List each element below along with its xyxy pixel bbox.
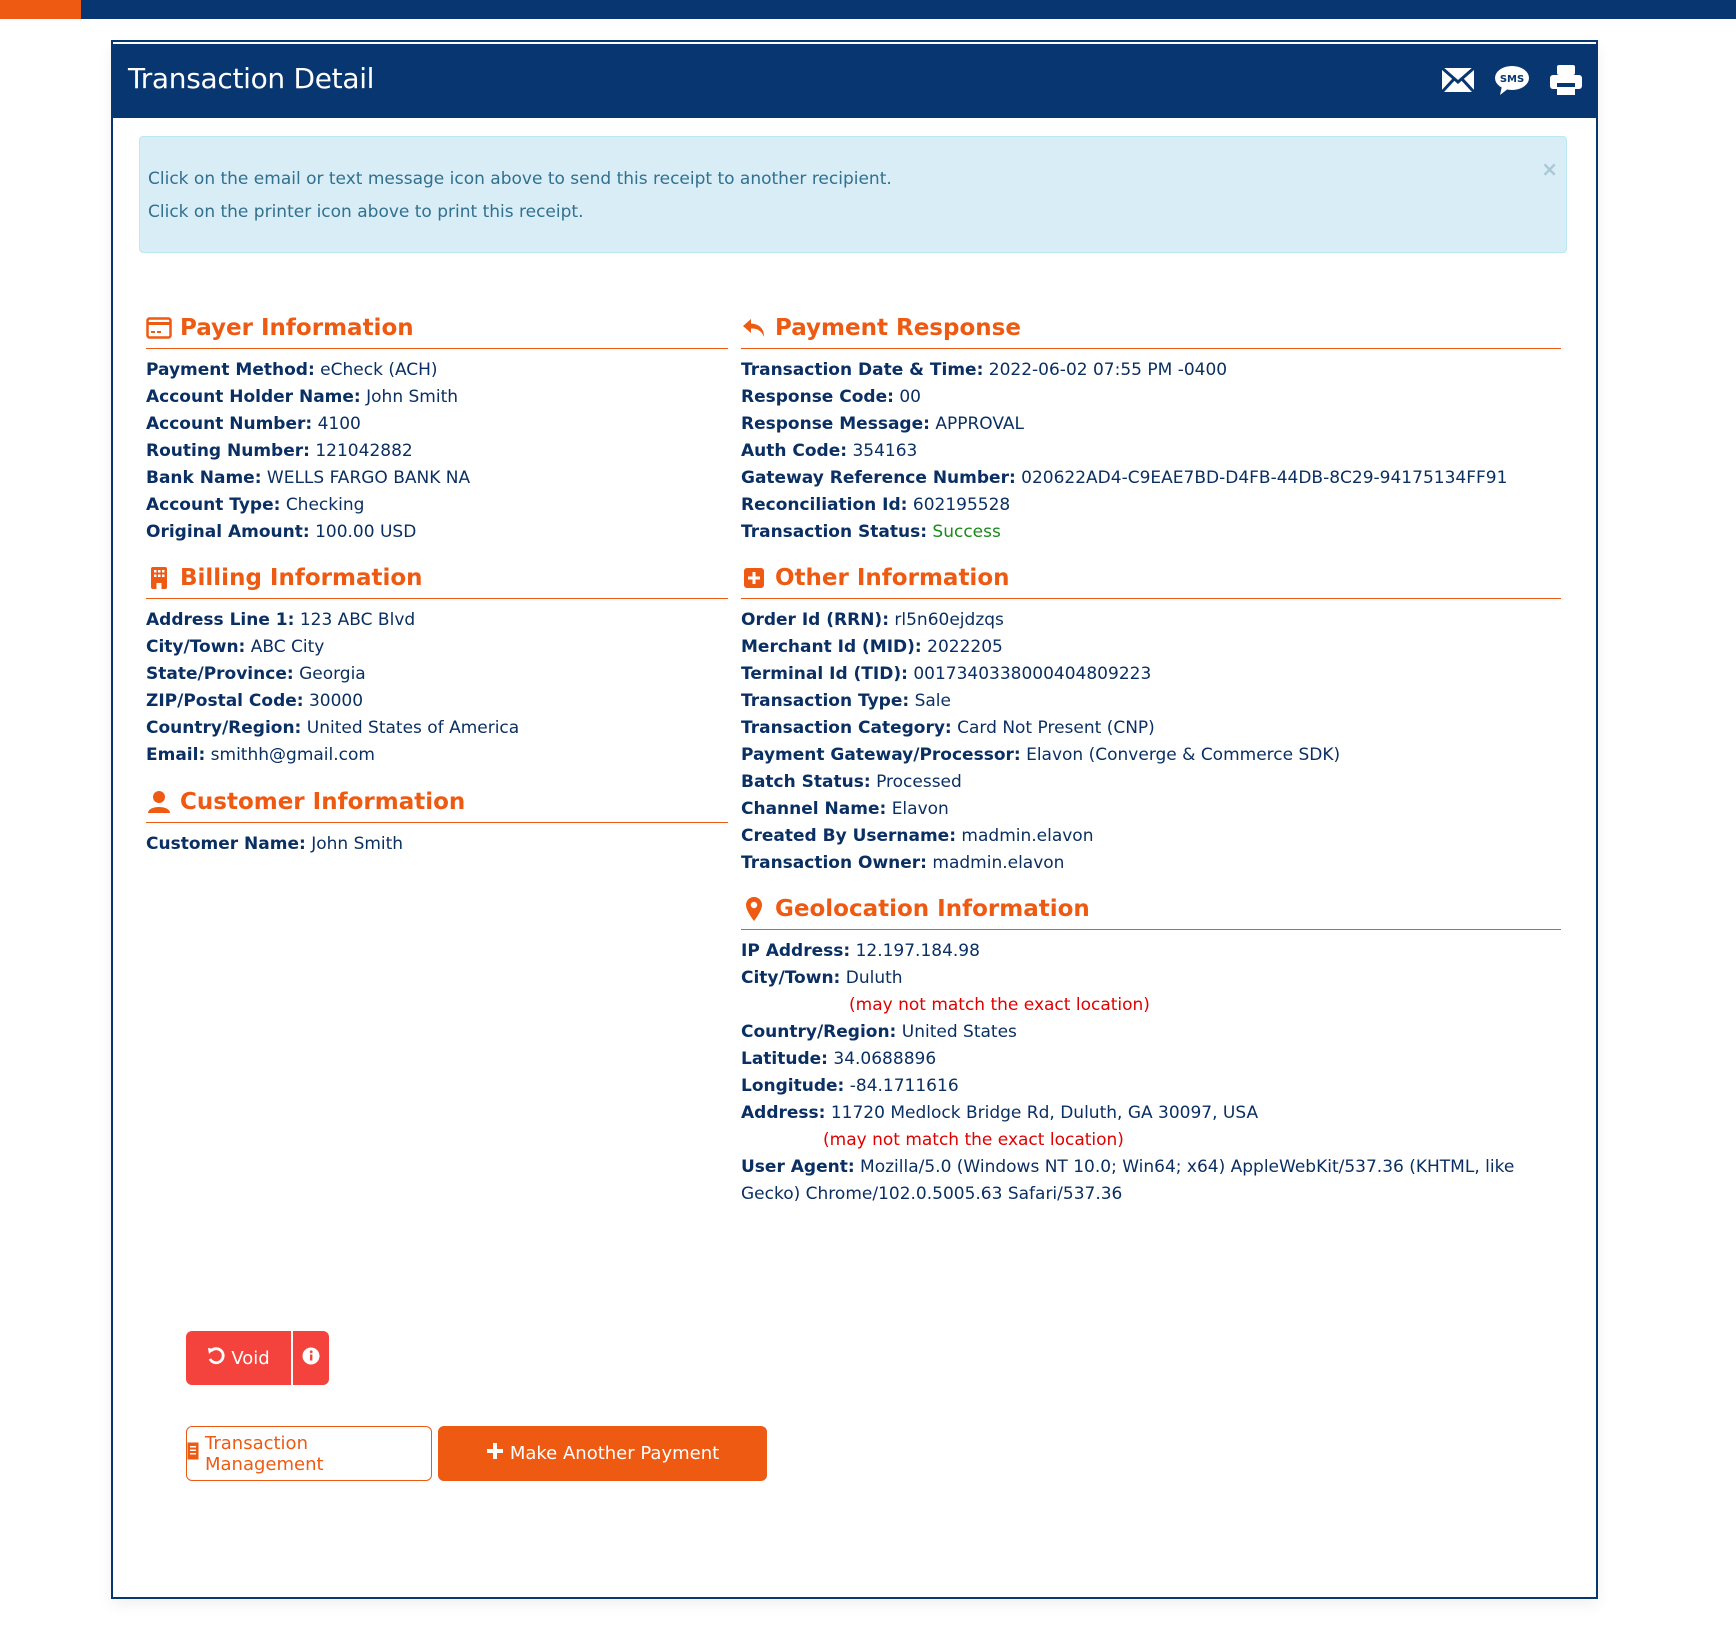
panel-header	[113, 44, 1596, 118]
map-marker-icon	[741, 896, 767, 922]
top-bar	[0, 0, 1736, 19]
geo-row	[741, 1100, 1561, 1127]
geo-row	[741, 938, 1561, 965]
row-value: United States	[901, 1022, 1017, 1042]
user-icon	[146, 789, 172, 815]
other-row	[741, 850, 1561, 877]
row-label: Payment Method:	[146, 360, 315, 380]
row-value: Sale	[914, 691, 951, 711]
geolocation-information-section	[741, 893, 1561, 1208]
building-icon	[146, 565, 172, 591]
billing-information-title: Billing Information	[180, 565, 423, 591]
row-value: Elavon (Converge & Commerce SDK)	[1026, 745, 1341, 765]
row-label: Gateway Reference Number:	[741, 468, 1016, 488]
email-icon[interactable]	[1440, 62, 1476, 98]
row-value: 121042882	[315, 441, 413, 461]
payer-row	[146, 384, 728, 411]
row-label: City/Town:	[741, 968, 841, 988]
customer-row	[146, 831, 728, 858]
other-information-title: Other Information	[775, 565, 1010, 591]
row-value: 354163	[852, 441, 918, 461]
geolocation-information-title: Geolocation Information	[775, 896, 1090, 922]
row-value: 11720 Medlock Bridge Rd, Duluth, GA 30097, USA	[830, 1103, 1259, 1123]
response-row	[741, 492, 1561, 519]
top-bar-accent	[0, 0, 81, 19]
row-value: rl5n60ejdzqs	[894, 610, 1004, 630]
row-value: 602195528	[912, 495, 1011, 515]
status-badge: Success	[932, 522, 1001, 542]
payer-information-title: Payer Information	[180, 315, 414, 341]
row-value: 020622AD4-C9EAE7BD-D4FB-44DB-8C29-94175134FF91	[1021, 468, 1508, 488]
row-value: Checking	[285, 495, 365, 515]
other-information-section	[741, 562, 1561, 877]
customer-information-section	[146, 786, 728, 858]
plus-square-icon	[741, 565, 767, 591]
billing-row	[146, 715, 728, 742]
other-information-heading	[741, 562, 1561, 599]
row-value: 30000	[308, 691, 364, 711]
receipt-icon	[187, 1442, 199, 1465]
row-label: Terminal Id (TID):	[741, 664, 908, 684]
geo-row	[741, 965, 1561, 992]
response-row	[741, 357, 1561, 384]
row-value: madmin.elavon	[932, 853, 1065, 873]
row-value: Georgia	[299, 664, 366, 684]
row-value: 4100	[317, 414, 361, 434]
transaction-management-label: Transaction Management	[205, 1432, 324, 1475]
billing-row	[146, 634, 728, 661]
payer-row	[146, 492, 728, 519]
plus-icon	[486, 1442, 504, 1465]
row-label: IP Address:	[741, 941, 851, 961]
row-label: Merchant Id (MID):	[741, 637, 922, 657]
row-label: Account Type:	[146, 495, 281, 515]
row-value: WELLS FARGO BANK NA	[266, 468, 471, 488]
row-value: 12.197.184.98	[855, 941, 980, 961]
row-value: Elavon	[891, 799, 949, 819]
geolocation-information-heading	[741, 893, 1561, 930]
billing-row	[146, 661, 728, 688]
billing-row	[146, 688, 728, 715]
row-value: 0017340338000404809223	[913, 664, 1152, 684]
other-row	[741, 634, 1561, 661]
row-value: 34.0688896	[833, 1049, 937, 1069]
row-value: madmin.elavon	[961, 826, 1094, 846]
billing-information-section	[146, 562, 728, 769]
page-title: Transaction Detail	[128, 62, 375, 95]
geo-row	[741, 1154, 1521, 1208]
row-value: 00	[899, 387, 921, 407]
other-row	[741, 823, 1561, 850]
row-label: Batch Status:	[741, 772, 871, 792]
void-button[interactable]	[186, 1331, 291, 1385]
row-label: State/Province:	[146, 664, 294, 684]
other-row	[741, 607, 1561, 634]
row-value: 123 ABC Blvd	[299, 610, 416, 630]
response-row	[741, 519, 1561, 546]
billing-row	[146, 607, 728, 634]
geo-row	[741, 1019, 1561, 1046]
payer-row	[146, 438, 728, 465]
row-value: 2022205	[927, 637, 1003, 657]
void-info-button[interactable]	[292, 1331, 329, 1385]
payer-row	[146, 357, 728, 384]
row-label: Address:	[741, 1103, 826, 1123]
customer-information-title: Customer Information	[180, 789, 466, 815]
row-label: Reconciliation Id:	[741, 495, 908, 515]
row-value: -84.1711616	[849, 1076, 959, 1096]
other-row	[741, 742, 1561, 769]
other-row	[741, 688, 1561, 715]
city-disclaimer: (may not match the exact location)	[849, 995, 1150, 1015]
row-label: Transaction Owner:	[741, 853, 927, 873]
row-label: User Agent:	[741, 1157, 855, 1177]
response-row	[741, 411, 1561, 438]
row-label: Routing Number:	[146, 441, 310, 461]
response-row	[741, 465, 1561, 492]
row-label: Order Id (RRN):	[741, 610, 889, 630]
billing-information-heading	[146, 562, 728, 599]
void-label: Void	[231, 1347, 270, 1369]
make-another-payment-button[interactable]	[438, 1426, 767, 1481]
payer-information-section	[146, 312, 728, 546]
row-label: Email:	[146, 745, 206, 765]
row-label: Response Message:	[741, 414, 930, 434]
other-row	[741, 715, 1561, 742]
row-label: Payment Gateway/Processor:	[741, 745, 1021, 765]
row-label: Customer Name:	[146, 834, 306, 854]
row-value: Processed	[876, 772, 962, 792]
row-label: Transaction Type:	[741, 691, 910, 711]
row-label: City/Town:	[146, 637, 246, 657]
row-label: Transaction Date & Time:	[741, 360, 984, 380]
row-label: Country/Region:	[741, 1022, 897, 1042]
row-label: Bank Name:	[146, 468, 262, 488]
payer-information-heading	[146, 312, 728, 349]
info-icon	[302, 1347, 320, 1370]
alert-line-2: Click on the printer icon above to print this receipt.	[148, 202, 584, 222]
billing-row	[146, 742, 728, 769]
row-label: Country/Region:	[146, 718, 302, 738]
undo-icon	[207, 1347, 225, 1370]
sms-icon[interactable]	[1494, 62, 1530, 98]
response-row	[741, 438, 1561, 465]
customer-information-heading	[146, 786, 728, 823]
row-label: Longitude:	[741, 1076, 845, 1096]
row-value: 2022-06-02 07:55 PM -0400	[988, 360, 1228, 380]
address-disclaimer: (may not match the exact location)	[823, 1130, 1124, 1150]
row-value: John Smith	[366, 387, 459, 407]
row-label: Account Number:	[146, 414, 313, 434]
transaction-management-button[interactable]	[186, 1426, 432, 1481]
row-value: United States of America	[306, 718, 520, 738]
row-value: APPROVAL	[935, 414, 1024, 434]
transaction-detail-panel	[111, 40, 1598, 1599]
payment-response-title: Payment Response	[775, 315, 1021, 341]
other-row	[741, 769, 1561, 796]
svg-text:SMS: SMS	[1499, 74, 1525, 85]
row-label: Auth Code:	[741, 441, 848, 461]
payer-row	[146, 465, 728, 492]
alert-line-1: Click on the email or text message icon above to send this receipt to another recipient.	[148, 169, 892, 189]
make-another-payment-label: Make Another Payment	[509, 1443, 720, 1464]
row-label: Transaction Category:	[741, 718, 952, 738]
row-label: Latitude:	[741, 1049, 828, 1069]
row-label: Transaction Status:	[741, 522, 927, 542]
payer-row	[146, 411, 728, 438]
row-value: 100.00 USD	[315, 522, 417, 542]
reply-icon	[741, 315, 767, 341]
row-value: Card Not Present (CNP)	[957, 718, 1155, 738]
row-label: Address Line 1:	[146, 610, 295, 630]
row-value: Mozilla/5.0 (Windows NT 10.0; Win64; x64) AppleWebKit/537.36 (KHTML, like Gecko) Chrome/102.0.5005.63 Safari/537.36	[741, 1157, 1515, 1204]
row-label: Account Holder Name:	[146, 387, 361, 407]
row-label: ZIP/Postal Code:	[146, 691, 304, 711]
geo-row	[741, 1046, 1561, 1073]
other-row	[741, 796, 1561, 823]
response-row	[741, 384, 1561, 411]
alert-close-button[interactable]: ×	[1541, 157, 1558, 181]
payment-response-heading	[741, 312, 1561, 349]
other-row	[741, 661, 1561, 688]
row-value: Duluth	[845, 968, 903, 988]
payment-response-section	[741, 312, 1561, 546]
credit-card-icon	[146, 315, 172, 341]
row-value: John Smith	[311, 834, 404, 854]
row-value: ABC City	[250, 637, 325, 657]
row-value: eCheck (ACH)	[320, 360, 438, 380]
printer-icon[interactable]	[1548, 62, 1584, 98]
row-label: Response Code:	[741, 387, 894, 407]
geo-row	[741, 1073, 1561, 1100]
row-label: Channel Name:	[741, 799, 887, 819]
row-label: Created By Username:	[741, 826, 957, 846]
payer-row	[146, 519, 728, 546]
row-label: Original Amount:	[146, 522, 310, 542]
info-alert	[139, 136, 1567, 253]
row-value: smithh@gmail.com	[210, 745, 375, 765]
